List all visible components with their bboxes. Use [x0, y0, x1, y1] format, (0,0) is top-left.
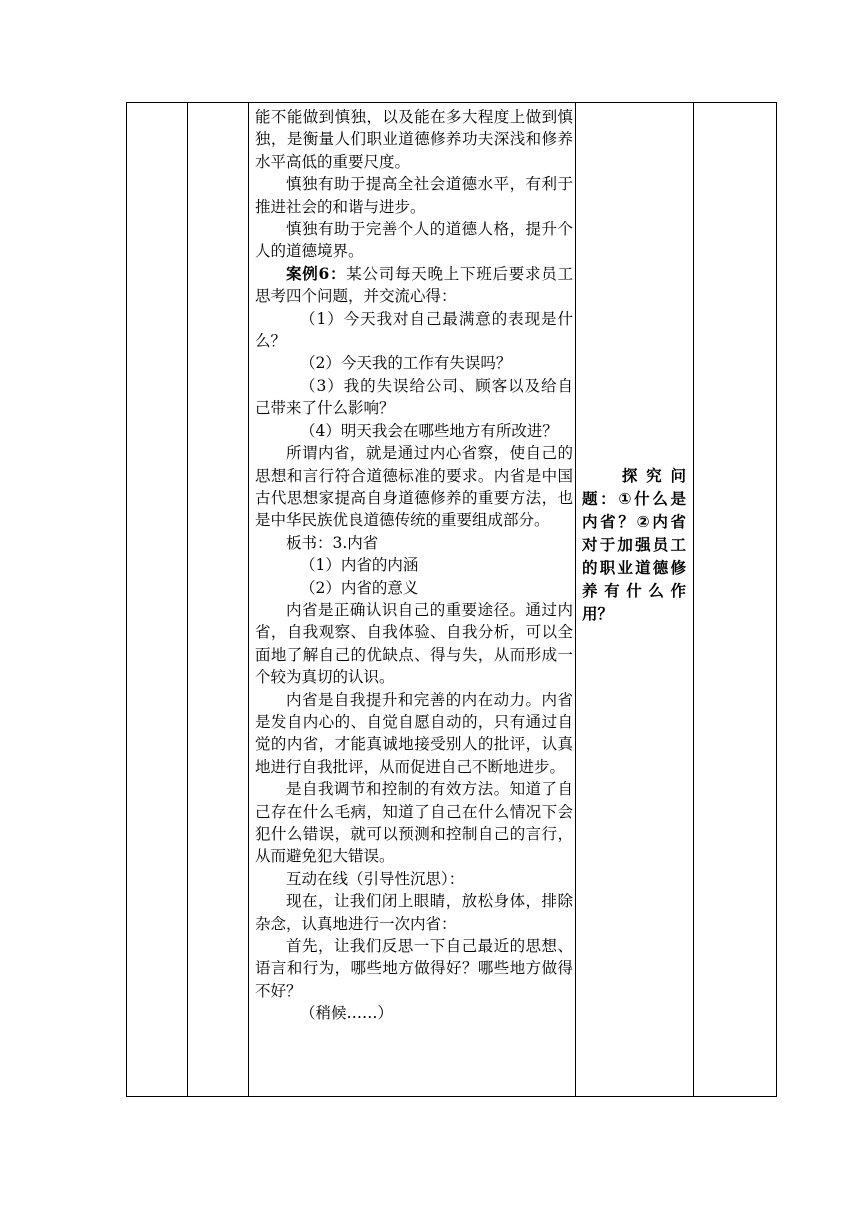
- paragraph: 慎独有助于完善个人的道德人格，提升个人的道德境界。: [255, 220, 573, 261]
- board-item: （1）内省的内涵: [300, 556, 419, 575]
- column-divider: [575, 103, 576, 1096]
- inquiry-question-text: 探究问题：①什么是内省？②内省对于加强员工的职业道德修养有什么作用？: [582, 467, 686, 623]
- teaching-content-cell: [255, 106, 573, 1025]
- column-divider: [248, 103, 249, 1096]
- column-divider: [187, 103, 188, 1096]
- paragraph: 慎独有助于提高全社会道德水平，有利于推进社会的和谐与进步。: [255, 175, 573, 216]
- board-title: 板书：3.内省: [286, 533, 379, 552]
- question-item: （4）明天我会在哪些地方有所改进？: [300, 421, 558, 440]
- board-item: （2）内省的意义: [300, 578, 419, 597]
- question-item: （3）我的失误给公司、顾客以及给自己带来了什么影响？: [255, 376, 573, 418]
- paragraph: 是自我调节和控制的有效方法。知道了自己存在什么毛病，知道了自己在什么情况下会犯什么错误，就可以预测和控制自己的言行，从而避免犯大错误。: [255, 780, 573, 866]
- paragraph: 现在，让我们闭上眼睛，放松身体，排除杂念，认真地进行一次内省：: [255, 892, 573, 933]
- paragraph: （稍候……）: [300, 1004, 394, 1023]
- case-label: 案例6：: [286, 263, 347, 283]
- question-item: （2）今天我的工作有失误吗？: [300, 354, 512, 373]
- column-divider: [693, 103, 694, 1096]
- lesson-table: [126, 102, 777, 1097]
- paragraph: 内省是自我提升和完善的内在动力。内省是发自内心的、自觉自愿自动的，只有通过自觉的内省，才能真诚地接受别人的批评，认真地进行自我批评，从而促进自己不断地进步。: [255, 690, 573, 776]
- paragraph: 首先，让我们反思一下自己最近的思想、语言和行为，哪些地方做得好？哪些地方做得不好？: [255, 937, 573, 1000]
- case-paragraph: [255, 263, 573, 308]
- inquiry-question-cell: [582, 465, 686, 626]
- case-text: 某公司每天晚上下班后要求员工思考四个问题，并交流心得：: [255, 264, 573, 306]
- paragraph: 内省是正确认识自己的重要途径。通过内省，自我观察、自我体验、自我分析，可以全面地了解自己的优缺点、得与失，从而形成一个较为真切的认识。: [255, 600, 573, 687]
- paragraph: 所谓内省，就是通过内心省察，使自己的思想和言行符合道德标准的要求。内省是中国古代思想家提高自身道德修养的重要方法，也是中华民族优良道德传统的重要组成部分。: [255, 444, 573, 530]
- paragraph: 互动在线（引导性沉思）：: [286, 869, 465, 888]
- paragraph: 能不能做到慎独，以及能在多大程度上做到慎独，是衡量人们职业道德修养功夫深浅和修养水平高低的重要尺度。: [255, 108, 573, 171]
- question-item: （1）今天我对自己最满意的表现是什么？: [255, 309, 573, 351]
